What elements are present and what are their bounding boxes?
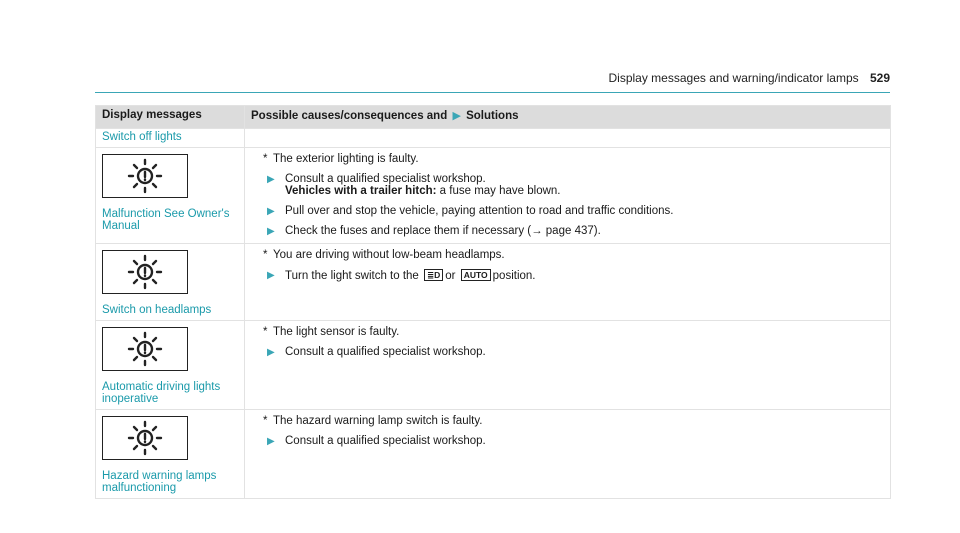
- display-message-text: Switch on headlamps: [102, 304, 212, 316]
- display-message-text: Malfunction See Owner's Manual: [102, 208, 230, 232]
- exterior-lighting-warning-icon: [102, 416, 188, 460]
- table-row: [96, 410, 891, 499]
- step-arrow-icon: ▶: [267, 206, 275, 217]
- step-arrow-icon: ▶: [267, 174, 275, 185]
- col-header-display-messages: Display messages: [96, 106, 245, 129]
- auto-light-icon: AUTO: [461, 269, 491, 281]
- solution-step: ▶ Turn the light switch to the ≣D or AUTO position.: [267, 270, 536, 282]
- display-messages-table: [95, 105, 891, 499]
- step-arrow-icon: ▶: [267, 270, 275, 281]
- cause-text: * The hazard warning lamp switch is faulty.: [263, 415, 483, 427]
- table-row: [96, 148, 891, 244]
- display-message-label: Switch off lights: [96, 129, 245, 148]
- solution-step: ▶ Pull over and stop the vehicle, paying attention to road and traffic conditions.: [267, 205, 674, 217]
- step-arrow-icon: ▶: [267, 347, 275, 358]
- display-message-text: Automatic driving lights inoperative: [102, 381, 221, 405]
- display-message-text: Hazard warning lamps malfunctioning: [102, 470, 217, 494]
- running-head-title: Display messages and warning/indicator lamps: [608, 71, 859, 85]
- solution-step: ▶ Check the fuses and replace them if necessary (→ page 437).: [267, 225, 601, 237]
- low-beam-icon: ≣D: [424, 269, 443, 281]
- running-head: [609, 71, 891, 85]
- table-row: [96, 129, 891, 148]
- exterior-lighting-warning-icon: [102, 154, 188, 198]
- cause-text: * The exterior lighting is faulty.: [263, 153, 419, 165]
- col-header-causes-solutions: Possible causes/consequences and ▶ Solutions: [245, 106, 891, 129]
- table-row: [96, 321, 891, 410]
- step-arrow-icon: ▶: [267, 226, 275, 237]
- cause-text: * You are driving without low-beam headlamps.: [263, 249, 505, 261]
- solution-step: ▶ Consult a qualified specialist workshop.: [267, 346, 486, 358]
- table-row: [96, 244, 891, 321]
- step-arrow-icon: ▶: [267, 436, 275, 447]
- solution-arrow-icon: ▶: [452, 110, 461, 122]
- exterior-lighting-warning-icon: [102, 250, 188, 294]
- header-rule: [95, 92, 890, 93]
- cause-text: * The light sensor is faulty.: [263, 326, 400, 338]
- solution-step: ▶ Consult a qualified specialist workshop.: [267, 435, 486, 447]
- table-header-row: [96, 106, 891, 129]
- trailer-hitch-note: Vehicles with a trailer hitch: a fuse may have blown.: [285, 185, 561, 197]
- page-number: 529: [869, 71, 890, 85]
- exterior-lighting-warning-icon: [102, 327, 188, 371]
- solution-step: ▶ Consult a qualified specialist workshop.: [267, 173, 486, 185]
